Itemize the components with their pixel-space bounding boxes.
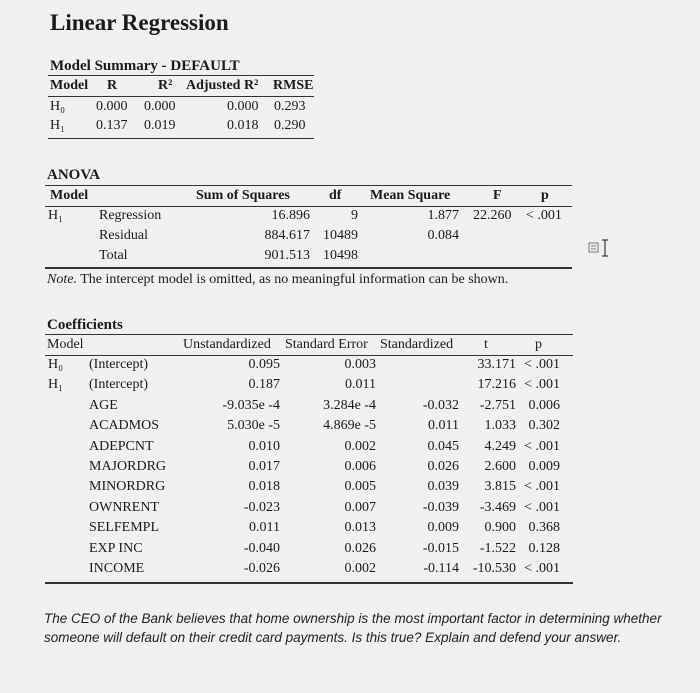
cell-t: 1.033 (484, 418, 516, 434)
cell-term: MINORDRG (89, 479, 166, 495)
cell-p: 0.006 (528, 397, 560, 413)
cell-se: 4.869e -5 (323, 418, 376, 434)
cell-term: ADEPCNT (89, 438, 154, 454)
page-title: Linear Regression (50, 10, 229, 35)
cell-std: 0.011 (428, 418, 459, 434)
cell-unstd: 5.030e -5 (227, 418, 280, 434)
cell-t: -2.751 (479, 397, 516, 413)
cell-se: 3.284e -4 (323, 397, 376, 413)
cell-t: -3.469 (479, 499, 516, 515)
anova-caption: ANOVA (47, 167, 101, 183)
cell-term: AGE (89, 397, 118, 413)
col-header-rmse: RMSE (273, 78, 314, 93)
cell-model: H₁ (48, 377, 63, 393)
cell-term: ACADMOS (89, 418, 160, 434)
cell-unstd: 0.017 (248, 459, 280, 474)
cell-p: < .001 (524, 479, 560, 495)
cell-se: 0.007 (344, 499, 376, 515)
cell-unstd: 0.187 (248, 377, 280, 393)
col-header-model: Model (50, 78, 89, 93)
cell-se: 0.006 (344, 459, 376, 474)
cell-term: EXP INC (89, 540, 143, 556)
cell-std: -0.032 (422, 397, 459, 413)
cell-t: -1.522 (479, 540, 516, 556)
cell-term: (Intercept) (89, 357, 149, 372)
cell-se: 0.002 (344, 561, 376, 576)
cell-unstd: -0.026 (243, 561, 280, 576)
cell-t: 3.815 (484, 479, 516, 495)
question-text: The CEO of the Bank believes that home ownership is the most important factor in determining whether someone will default on their credit card payments. Is this true? Explain and defend your answer. (44, 611, 662, 645)
cell-term: (Intercept) (89, 377, 149, 393)
cell-se: 0.002 (344, 438, 376, 454)
cell-p: 0.368 (528, 520, 560, 536)
cell-t: 0.900 (484, 520, 516, 536)
cell-std: 0.045 (427, 438, 459, 454)
cell-unstd: 0.011 (249, 520, 280, 536)
cell-p: 0.009 (528, 459, 560, 474)
cell-std: -0.039 (422, 499, 459, 515)
cell-t: 2.600 (484, 459, 516, 474)
cell-unstd: 0.018 (248, 479, 280, 495)
cell-se: 0.003 (344, 357, 376, 372)
cell-unstd: 0.010 (248, 438, 280, 454)
model-summary-caption: Model Summary - DEFAULT (50, 58, 240, 74)
cell-p: < .001 (524, 377, 560, 393)
cell-se: 0.011 (345, 377, 376, 393)
col-header-r2: R² (158, 78, 173, 93)
cell-se: 0.005 (344, 479, 376, 495)
cell-se: 0.013 (344, 520, 376, 536)
col-header-r: R (107, 78, 118, 93)
cell-unstd: -0.023 (243, 499, 280, 515)
col-header-adj-r2: Adjusted R² (186, 78, 259, 93)
anova-model-label: H₁ (48, 208, 63, 223)
cell-t: 4.249 (484, 438, 516, 454)
cell-term: INCOME (89, 561, 145, 576)
cell-t: -10.530 (472, 561, 516, 576)
cell-term: SELFEMPL (89, 520, 160, 536)
cell-std: 0.009 (427, 520, 459, 536)
coefficients-caption: Coefficients (47, 317, 123, 333)
cell-unstd: -9.035e -4 (222, 397, 280, 413)
cell-std: -0.114 (423, 561, 459, 576)
cell-p: < .001 (524, 357, 560, 372)
cell-t: 33.171 (477, 357, 516, 372)
cell-term: OWNRENT (89, 499, 159, 515)
cell-unstd: 0.095 (248, 357, 280, 372)
cell-t: 17.216 (477, 377, 516, 393)
cell-std: 0.039 (427, 479, 459, 495)
cell-p: < .001 (524, 499, 560, 515)
cell-p: 0.302 (528, 418, 560, 434)
cell-std: -0.015 (422, 540, 459, 556)
cell-p: < .001 (524, 438, 560, 454)
cell-std: 0.026 (427, 459, 459, 474)
cell-p: < .001 (524, 561, 560, 576)
cell-p: 0.128 (528, 540, 560, 556)
cell-model: H₀ (48, 357, 63, 372)
cell-se: 0.026 (344, 540, 376, 556)
text-cursor-icon (588, 238, 612, 258)
cell-term: MAJORDRG (89, 459, 167, 474)
cell-unstd: -0.040 (243, 540, 280, 556)
anova-note: Note. The intercept model is omitted, as no meaningful information can be shown. (47, 272, 509, 287)
